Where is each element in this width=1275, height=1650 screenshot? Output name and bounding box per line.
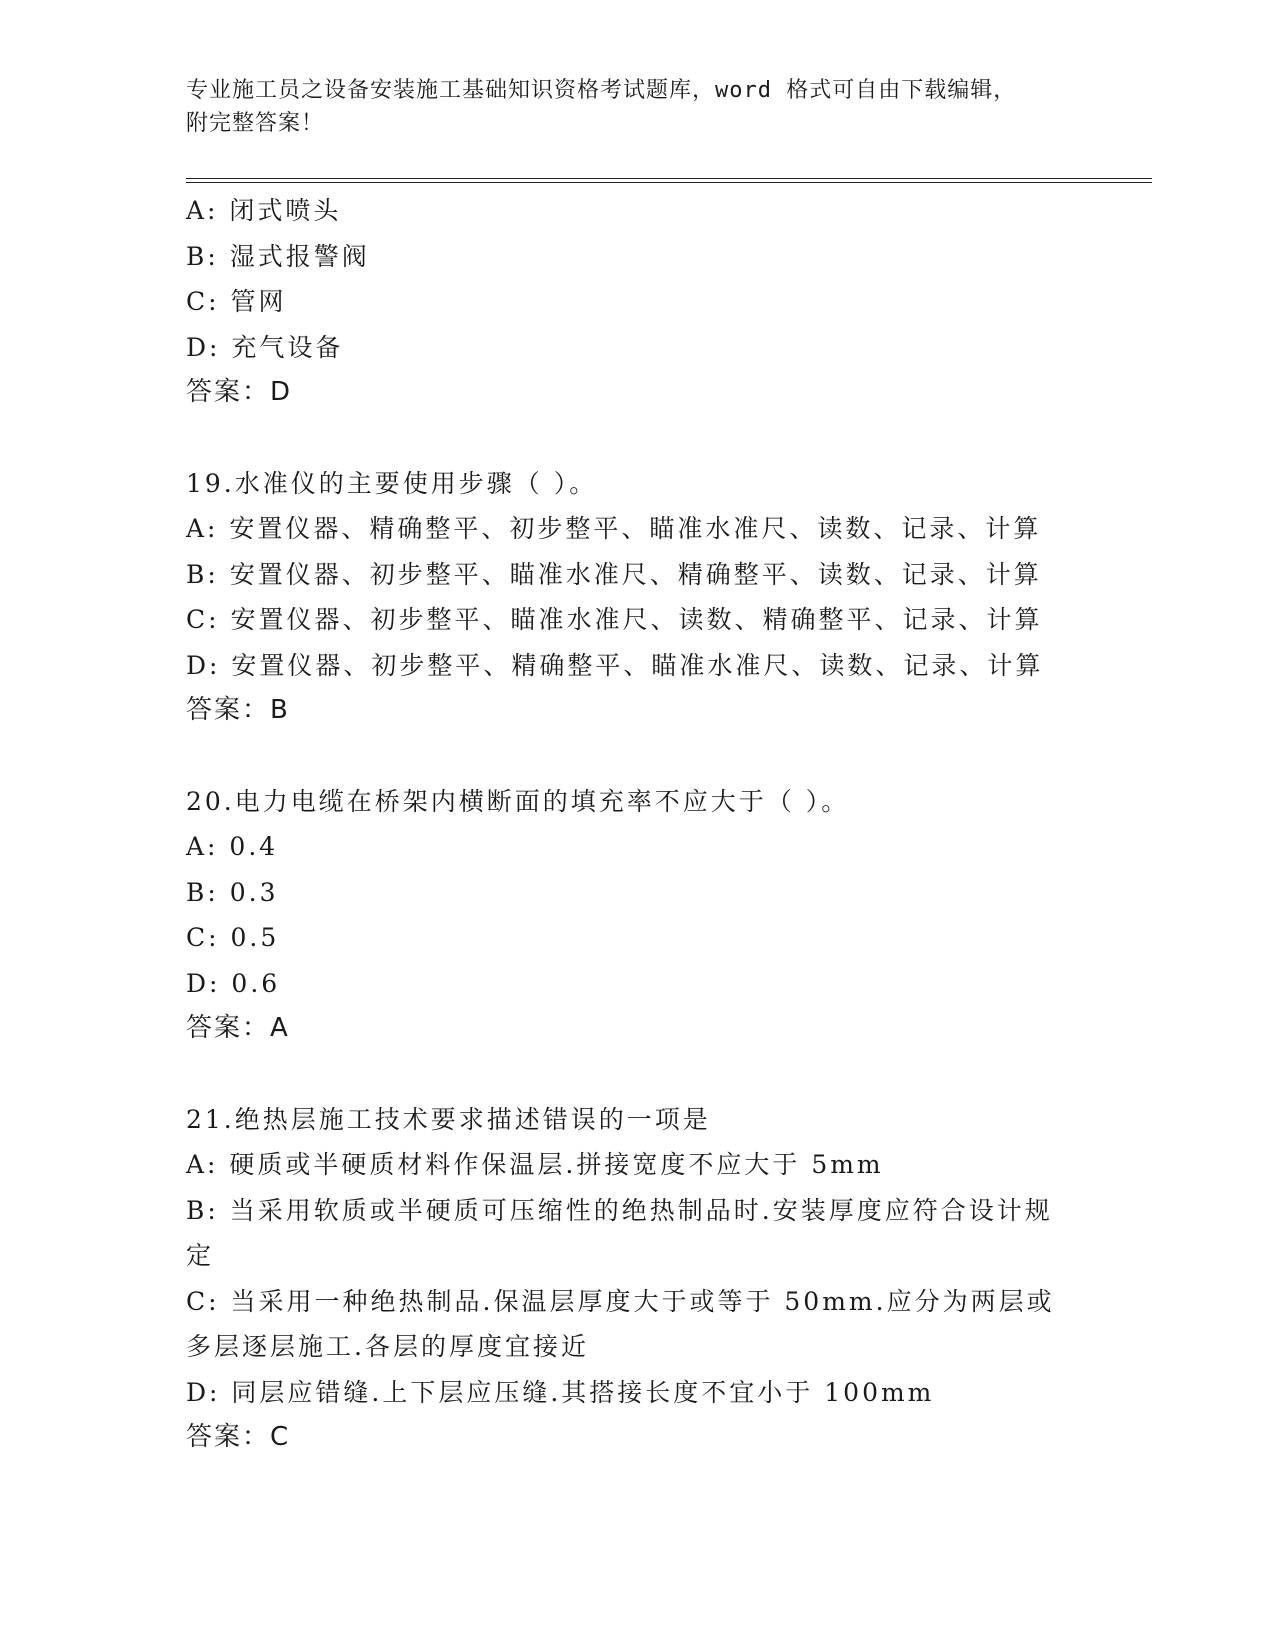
option-a: A: 安置仪器、精确整平、初步整平、瞄准水准尺、读数、记录、计算	[186, 514, 1042, 543]
option-a: A: 闭式喷头	[186, 196, 342, 225]
option-b: B: 0.3	[186, 877, 279, 907]
question-text: 21.绝热层施工技术要求描述错误的一项是	[186, 1104, 711, 1134]
option-a: A: 0.4	[186, 832, 279, 861]
question-list	[186, 188, 1086, 1461]
header-rule-top	[186, 178, 1152, 179]
option-d: D: 安置仪器、初步整平、精确整平、瞄准水准尺、读数、记录、计算	[186, 650, 1044, 680]
question-text: 20.电力电缆在桥架内横断面的填充率不应大于（ ）。	[186, 786, 850, 816]
option-a: A: 硬质或半硬质材料作保温层.拼接宽度不应大于 5mm	[186, 1150, 884, 1179]
question-block	[186, 461, 1086, 734]
answer-line: 答案：A	[186, 1013, 290, 1043]
answer-line: 答案：C	[186, 1422, 291, 1452]
option-c: C: 管网	[186, 287, 287, 316]
document-page	[186, 0, 1156, 1650]
option-b: B: 湿式报警阀	[186, 241, 370, 271]
option-d: D: 0.6	[186, 968, 281, 998]
option-d: D: 充气设备	[186, 332, 344, 362]
question-block	[186, 188, 1086, 416]
answer-line: 答案：B	[186, 695, 290, 725]
option-d: D: 同层应错缝.上下层应压缝.其搭接长度不宜小于 100mm	[186, 1377, 935, 1407]
answer-line: 答案：D	[186, 377, 293, 407]
question-block	[186, 1097, 1086, 1461]
question-text: 19.水准仪的主要使用步骤（ ）。	[186, 468, 598, 498]
option-c: C: 安置仪器、初步整平、瞄准水准尺、读数、精确整平、记录、计算	[186, 605, 1043, 634]
option-c: C: 0.5	[186, 923, 280, 952]
document-header: 专业施工员之设备安装施工基础知识资格考试题库，word 格式可自由下载编辑， 附完整答案！	[186, 78, 1017, 136]
option-b: B: 当采用软质或半硬质可压缩性的绝热制品时.安装厚度应符合设计规定	[186, 1195, 1053, 1270]
option-b: B: 安置仪器、初步整平、瞄准水准尺、精确整平、读数、记录、计算	[186, 559, 1042, 589]
header-rule-bottom	[186, 182, 1152, 183]
option-c: C: 当采用一种绝热制品.保温层厚度大于或等于 50mm.应分为两层或多层逐层施工.各层的厚度宜接近	[186, 1286, 1055, 1361]
question-block	[186, 779, 1086, 1052]
